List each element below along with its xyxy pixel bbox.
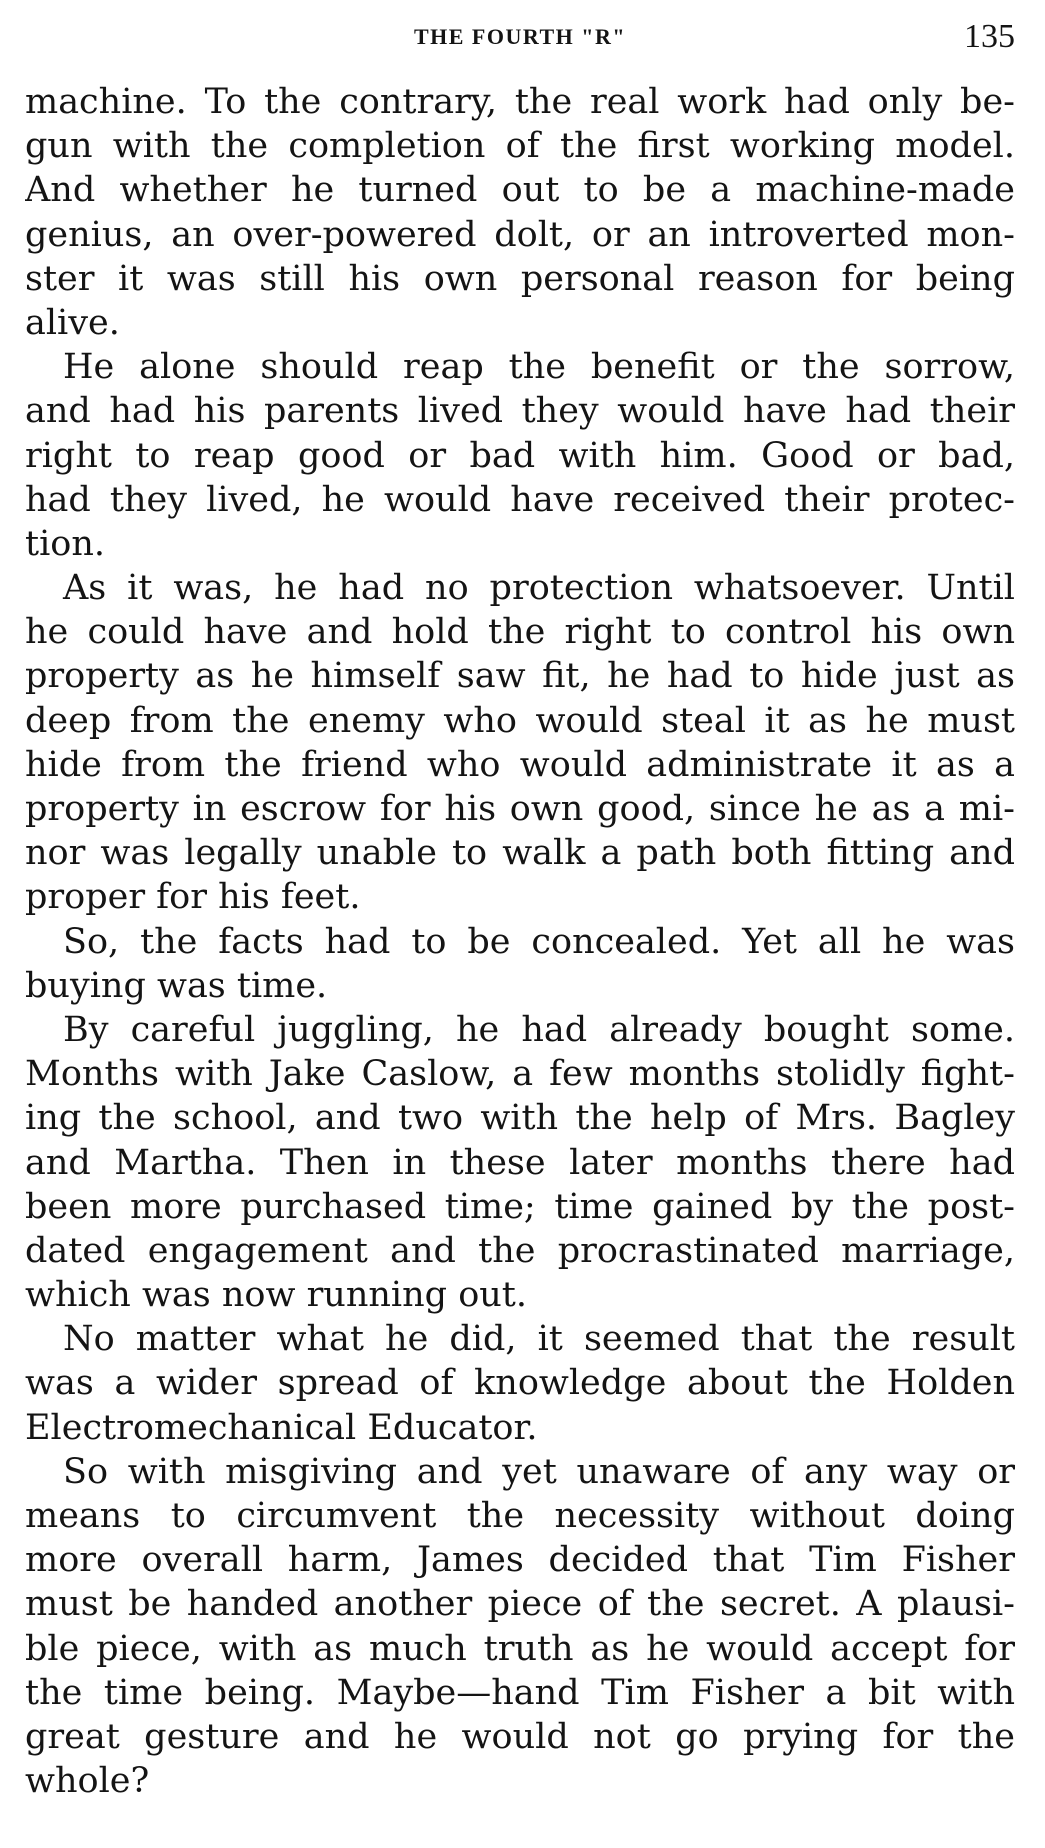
text-line: property in escrow for his own good, since he as a mi- [25,789,1015,829]
text-line: deep from the enemy who would steal it as he must [25,700,1015,741]
page-number: 135 [964,18,1015,55]
text-line: had they lived, he would have received their protec- [25,479,1015,520]
text-line: machine. To the contrary, the real work had only be- [25,82,1015,122]
text-line: whole? [25,1761,150,1802]
text-line: ble piece, with as much truth as he would accept for [25,1628,1015,1669]
paragraph [25,566,1015,920]
text-line: nor was legally unable to walk a path both fitting and [25,833,1015,874]
paragraph [25,80,1015,345]
text-line: must be handed another piece of the secret. A plausi- [25,1584,1015,1625]
text-line: ing the school, and two with the help of Mrs. Bagley [25,1098,1015,1139]
text-line: alive. [25,302,120,343]
text-line: Months with Jake Caslow, a few months stolidly fight- [25,1054,1015,1095]
text-line: which was now running out. [25,1275,527,1316]
body-text [25,80,1015,1803]
text-line: genius, an over-powered dolt, or an introverted mon- [25,214,1015,255]
running-head [25,18,1015,62]
text-line: buying was time. [25,965,328,1006]
text-line: So, the facts had to be concealed. Yet all he was [63,921,1015,962]
paragraph [25,920,1015,1008]
text-line: No matter what he did, it seemed that the result [63,1319,1015,1360]
text-line: and Martha. Then in these later months there had [25,1142,1015,1183]
text-line: And whether he turned out to be a machine-made [25,170,1015,211]
text-line: means to circumvent the necessity without doing [25,1496,1015,1536]
text-line: By careful juggling, he had already bought some. [63,1009,1015,1050]
text-line: dated engagement and the procrastinated marriage, [25,1230,1015,1271]
text-line: more overall harm, James decided that Tim Fisher [25,1540,1015,1581]
text-line: ster it was still his own personal reason for being [25,258,1015,299]
text-line: been more purchased time; time gained by the post- [25,1186,1015,1227]
text-line: tion. [25,523,105,564]
text-line: he could have and hold the right to control his own [25,612,1015,653]
paragraph [25,1317,1015,1450]
paragraph [25,1450,1015,1804]
text-line: So with misgiving and yet unaware of any way or [63,1451,1015,1492]
text-line: the time being. Maybe—hand Tim Fisher a bit with [25,1672,1015,1713]
text-line: hide from the friend who would administrate it as a [25,744,1015,785]
text-line: and had his parents lived they would have had their [25,391,1015,432]
text-line: great gesture and he would not go prying for the [25,1716,1015,1757]
text-line: right to reap good or bad with him. Good or bad, [25,435,1015,476]
text-line: He alone should reap the benefit or the sorrow, [63,347,1015,388]
running-title: THE FOURTH "R" [413,24,627,49]
text-line: was a wider spread of knowledge about the Holden [25,1363,1015,1404]
text-line: As it was, he had no protection whatsoever. Until [63,568,1015,609]
text-line: property as he himself saw fit, he had to hide just as [25,656,1015,697]
text-line: proper for his feet. [25,877,361,918]
text-line: gun with the completion of the first working model. [25,126,1015,167]
text-line: Electromechanical Educator. [25,1407,538,1448]
paragraph [25,345,1015,566]
paragraph [25,1008,1015,1317]
